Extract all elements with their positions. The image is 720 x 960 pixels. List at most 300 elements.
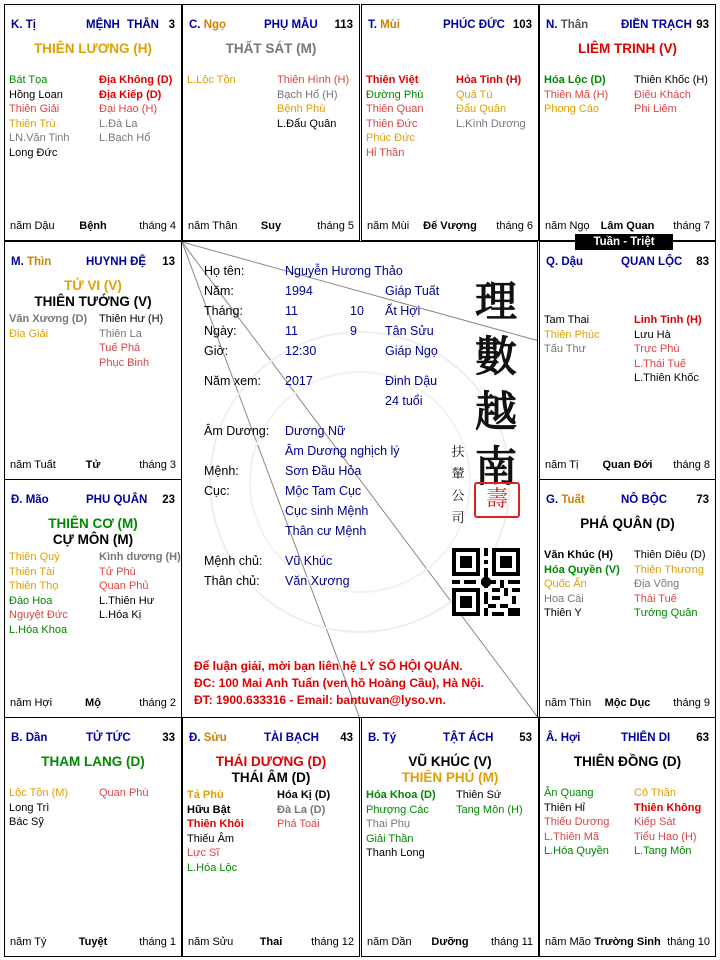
palace-stem: Q. xyxy=(546,256,562,268)
minor-star: Ân Quang xyxy=(544,787,594,799)
palace-nobboc xyxy=(539,479,716,718)
main-star: LIÊM TRINH (V) xyxy=(578,41,677,56)
minor-star: Thai Phụ xyxy=(366,818,411,830)
palace-stem: G. xyxy=(546,494,562,506)
palace-year: năm Dần xyxy=(367,936,412,948)
minor-star: Quốc Ấn xyxy=(544,578,587,590)
minor-star: Lực Sĩ xyxy=(187,847,220,859)
palace-number: 23 xyxy=(162,494,175,506)
viewyear-canchi: Đinh Dậu xyxy=(385,374,438,388)
minor-star: Phúc Đức xyxy=(366,132,415,144)
palace-stage: Bệnh xyxy=(79,220,107,232)
menh-label: Mệnh: xyxy=(204,464,239,478)
palace-name: MỆNH xyxy=(86,19,120,31)
palace-name: TÀI BẠCH xyxy=(264,732,319,744)
year-label: Năm: xyxy=(204,284,234,298)
menhchu-value: Vũ Khúc xyxy=(285,554,333,568)
main-star: PHÁ QUÂN (D) xyxy=(580,516,675,531)
palace-stage: Lâm Quan xyxy=(600,220,655,232)
amduong-value2: Âm Dương nghịch lý xyxy=(285,444,400,458)
company-char-1: 扶 xyxy=(451,445,465,460)
palace-footer xyxy=(188,220,354,233)
palace-month: tháng 10 xyxy=(667,936,710,948)
palace-year: năm Ngọ xyxy=(545,220,590,232)
minor-star: Địa Giải xyxy=(9,327,49,340)
palace-footer xyxy=(367,936,533,949)
palace-header xyxy=(11,19,175,33)
star-column-left xyxy=(544,313,632,357)
minor-star: L.Bạch Hổ xyxy=(99,132,151,144)
minor-star: L.Hóa Quyền xyxy=(544,845,609,857)
minor-star: Thiên Trù xyxy=(9,117,56,130)
palace-branch-name: Mão xyxy=(25,494,49,506)
qr-code[interactable] xyxy=(452,548,520,616)
palace-month: tháng 8 xyxy=(673,459,710,471)
minor-star: Tam Thai xyxy=(544,314,590,326)
minor-star: Thiên Khốc (H) xyxy=(634,74,708,86)
palace-stem: N. xyxy=(546,19,561,31)
palace-branch xyxy=(11,494,49,506)
palace-branch xyxy=(189,19,226,31)
company-char-3: 公 xyxy=(451,489,465,504)
palace-stage: Mộc Dục xyxy=(604,697,651,709)
minor-star: Long Trì xyxy=(9,801,50,814)
palace-year: năm Mùi xyxy=(367,220,410,232)
palace-number: 103 xyxy=(512,19,532,31)
palace-number: 113 xyxy=(334,19,353,31)
minor-star: L.Thiên Mã xyxy=(544,830,600,843)
palace-stage: Tử xyxy=(85,459,101,471)
palace-stage: Trường Sinh xyxy=(594,936,661,948)
minor-star: Tả Phù xyxy=(187,789,224,801)
minor-star: L.Thái Tuế xyxy=(634,357,686,370)
main-star: THIÊN ĐỒNG (D) xyxy=(573,754,682,769)
minor-star: Văn Khúc (H) xyxy=(544,549,614,561)
palace-stage: Quan Đới xyxy=(602,459,653,471)
palace-footer xyxy=(10,936,176,949)
palace-stem: C. xyxy=(189,19,204,31)
minor-star: Văn Xương (D) xyxy=(9,313,88,325)
palace-stage: Thai xyxy=(259,936,283,948)
main-star: THÁI ÂM (D) xyxy=(231,770,311,785)
palace-number: 73 xyxy=(696,494,709,506)
minor-star: Thiên Thọ xyxy=(9,580,59,592)
palace-branch-name: Mùi xyxy=(380,19,400,31)
minor-star: Tử Phù xyxy=(99,565,136,578)
palace-year: năm Tuất xyxy=(10,459,56,471)
star-column-right xyxy=(634,73,708,117)
minor-star: Quả Tú xyxy=(456,88,493,101)
company-char-2: 輦 xyxy=(451,467,465,482)
minor-star: L.Lộc Tồn xyxy=(187,74,236,86)
palace-phumau xyxy=(182,4,360,241)
minor-star: Hóa Khoa (D) xyxy=(366,789,436,801)
minor-star: Đẩu Quân xyxy=(456,103,507,115)
minor-star: Địa Không (D) xyxy=(99,74,173,86)
calligraphy-char-2: 數 xyxy=(474,332,517,381)
palace-name: THIÊN DI xyxy=(621,732,671,744)
palace-taibach xyxy=(182,717,360,957)
palace-name: QUAN LỘC xyxy=(621,256,683,268)
star-column-left xyxy=(544,786,632,859)
main-star: THIÊN PHỦ (M) xyxy=(401,770,499,785)
minor-star: Nguyệt Đức xyxy=(9,609,68,621)
minor-star: Tướng Quân xyxy=(634,607,698,619)
palace-stem: T. xyxy=(368,19,381,31)
palace-number: 93 xyxy=(696,19,709,31)
main-star: VŨ KHÚC (V) xyxy=(408,754,492,769)
palace-footer xyxy=(10,459,176,472)
palace-header xyxy=(11,732,175,746)
palace-branch xyxy=(368,732,396,744)
minor-star: Thiên Y xyxy=(544,607,582,619)
calligraphy-char-1: 理 xyxy=(474,277,517,326)
minor-star: L.Tang Môn xyxy=(634,845,692,857)
palace-year: năm Sửu xyxy=(188,936,234,948)
minor-star: Thiên Tài xyxy=(9,565,55,578)
palace-branch xyxy=(368,19,400,31)
star-column-right xyxy=(277,788,330,832)
viewyear-value: 2017 xyxy=(285,374,313,388)
cuc-label: Cục: xyxy=(204,484,230,498)
palace-stem: B. xyxy=(11,732,26,744)
star-column-right xyxy=(99,550,181,623)
palace-huynhde xyxy=(4,241,182,480)
minor-star: L.Kình Dương xyxy=(456,117,526,130)
minor-star: LN.Văn Tinh xyxy=(9,132,70,144)
main-star: THIÊN CƠ (M) xyxy=(48,516,138,531)
cuc-value: Mộc Tam Cục xyxy=(285,484,362,498)
minor-star: Kiếp Sát xyxy=(634,816,676,828)
name-label: Họ tên: xyxy=(204,264,245,278)
palace-month: tháng 4 xyxy=(139,220,176,232)
minor-star: Thiên Phúc xyxy=(544,328,600,341)
minor-star: Bát Tọa xyxy=(9,74,48,86)
palace-footer xyxy=(545,936,710,949)
palace-year: năm Tị xyxy=(545,459,579,471)
calligraphy-char-3: 越 xyxy=(474,387,517,436)
palace-month: tháng 12 xyxy=(311,936,354,948)
contact-line-1: Để luận giải, mời bạn liên hệ LÝ SỐ HỘI QUÁN. xyxy=(194,659,463,673)
minor-star: Hồng Loan xyxy=(9,88,63,101)
palace-stage: Dưỡng xyxy=(431,936,469,948)
viewyear-label: Năm xem: xyxy=(204,374,261,388)
minor-star: Thiên La xyxy=(99,327,142,340)
year-canchi: Giáp Tuất xyxy=(385,284,440,298)
palace-footer xyxy=(545,459,710,472)
day-value: 11 xyxy=(285,324,298,338)
palace-header xyxy=(11,494,175,508)
palace-name: ĐIỀN TRẠCH xyxy=(621,19,692,31)
palace-branch xyxy=(546,732,580,744)
palace-branch-name: Tị xyxy=(25,19,36,31)
minor-star: Thiên Hình (H) xyxy=(277,74,350,86)
minor-star: L.Đẩu Quân xyxy=(277,117,337,130)
minor-star: Địa Kiếp (D) xyxy=(99,88,162,101)
year-value: 1994 xyxy=(285,284,313,298)
palace-year: năm Thân xyxy=(188,220,238,232)
palace-name: NÔ BỘC xyxy=(621,494,667,506)
minor-star: Thái Tuế xyxy=(634,592,677,605)
palace-branch-name: Hợi xyxy=(560,732,581,744)
month-value: 11 xyxy=(285,304,298,318)
palace-year: năm Tý xyxy=(10,936,47,948)
palace-name: HUYNH ĐỆ xyxy=(86,256,147,268)
main-star: TỬ VI (V) xyxy=(64,278,122,293)
cuc-value3: Thân cư Mệnh xyxy=(285,524,367,538)
day-canchi: Tân Sửu xyxy=(385,324,434,338)
star-column-right xyxy=(456,73,526,131)
minor-star: Thiên Giải xyxy=(9,103,60,115)
star-column-right xyxy=(99,73,172,146)
star-column-right xyxy=(634,313,702,386)
palace-month: tháng 9 xyxy=(673,697,710,709)
palace-menh xyxy=(4,4,182,241)
palace-footer xyxy=(545,697,710,710)
tuan-triet-marker: Tuần - Triệt xyxy=(575,234,673,250)
minor-star: Hóa Kị (D) xyxy=(277,789,331,801)
palace-footer xyxy=(545,220,710,233)
minor-star: Thiên Diêu (D) xyxy=(634,549,706,561)
palace-branch xyxy=(546,19,588,31)
palace-branch-name: Tý xyxy=(382,732,397,744)
main-star: THẤT SÁT (M) xyxy=(225,41,317,56)
minor-star: Thiếu Âm xyxy=(187,832,235,845)
minor-star: Bác Sỹ xyxy=(9,816,44,828)
palace-year: năm Hợi xyxy=(10,697,53,709)
palace-branch xyxy=(11,19,36,31)
palace-number: 83 xyxy=(696,256,709,268)
minor-star: Thiên Thương xyxy=(634,563,705,576)
palace-branch-name: Thân xyxy=(560,19,589,31)
minor-star: L.Thiên Khốc xyxy=(634,372,699,384)
palace-year: năm Mão xyxy=(545,936,591,948)
star-column-right xyxy=(99,786,149,801)
palace-name: TẬT ÁCH xyxy=(443,732,494,744)
calligraphy-char-4: 南 xyxy=(474,442,517,491)
calligraphy xyxy=(468,274,524,494)
minor-star: Hóa Quyền (V) xyxy=(544,563,620,576)
palace-branch xyxy=(11,256,51,268)
star-column-right xyxy=(99,312,163,370)
palace-month: tháng 2 xyxy=(139,697,176,709)
palace-header xyxy=(189,732,353,746)
contact-line-3: ĐT: 1900.633316 - Email: bantuvan@lyso.vn. xyxy=(194,693,446,707)
palace-tatach xyxy=(361,717,539,957)
palace-footer xyxy=(10,220,176,233)
month-canchi: Ất Hợi xyxy=(385,304,421,318)
palace-header xyxy=(11,256,175,270)
main-star: THÁI DƯƠNG (D) xyxy=(215,754,327,769)
minor-star: Giải Thần xyxy=(366,832,414,845)
palace-branch-name: Ngọ xyxy=(203,19,227,31)
palace-month: tháng 3 xyxy=(139,459,176,471)
star-column-left xyxy=(366,788,454,861)
minor-star: Phượng Các xyxy=(366,803,429,816)
palace-phuthe xyxy=(4,479,182,718)
minor-star: L.Thiên Hư xyxy=(99,594,155,607)
star-column-left xyxy=(187,73,275,88)
palace-footer xyxy=(188,936,354,949)
minor-star: Thiên Không xyxy=(634,801,702,814)
company-chars xyxy=(449,442,467,530)
star-column-right xyxy=(634,548,706,621)
palace-number: 43 xyxy=(340,732,353,744)
minor-star: Trực Phù xyxy=(634,343,680,355)
minor-star: Linh Tinh (H) xyxy=(634,314,702,326)
minor-star: Phong Cáo xyxy=(544,103,600,115)
minor-star: Thanh Long xyxy=(366,847,425,859)
minor-star: Đào Hoa xyxy=(9,594,53,607)
palace-branch-name: Tuất xyxy=(561,494,585,506)
day-label: Ngày: xyxy=(204,324,237,338)
palace-branch xyxy=(546,494,585,506)
amduong-label: Âm Dương: xyxy=(204,424,270,438)
star-column-left xyxy=(9,312,97,341)
minor-star: Phá Toái xyxy=(277,818,320,830)
star-column-left xyxy=(544,73,632,117)
minor-star: Địa Võng xyxy=(634,578,680,590)
minor-star: Thiếu Dương xyxy=(544,816,610,828)
minor-star: Tiểu Hao (H) xyxy=(634,830,697,843)
minor-star: Tấu Thư xyxy=(544,343,587,355)
palace-branch xyxy=(189,732,227,744)
minor-star: Hữu Bật xyxy=(187,803,231,816)
palace-footer xyxy=(367,220,533,233)
palace-branch xyxy=(11,732,47,744)
palace-stem: Đ. xyxy=(11,494,26,506)
minor-star: Long Đức xyxy=(9,146,58,159)
palace-header xyxy=(189,19,353,33)
contact-line-2: ĐC: 100 Mai Anh Tuấn (ven hồ Hoàng Cầu), Hà Nội. xyxy=(194,676,485,690)
palace-tutuc xyxy=(4,717,182,957)
palace-footer xyxy=(10,697,176,710)
star-column-left xyxy=(9,786,97,830)
minor-star: Thiên Đức xyxy=(366,117,418,130)
palace-stage: Suy xyxy=(260,220,282,232)
star-column-right xyxy=(634,786,701,859)
minor-star: L.Hóa Kị xyxy=(99,609,142,621)
amduong-value: Dương Nữ xyxy=(285,424,346,438)
minor-star: Lưu Hà xyxy=(634,328,671,341)
minor-star: L.Đà La xyxy=(99,117,138,130)
age-value: 24 tuổi xyxy=(385,394,423,408)
palace-branch-name: Thìn xyxy=(26,256,52,268)
palace-stage: Đế Vượng xyxy=(423,220,477,232)
minor-star: Điếu Khách xyxy=(634,88,691,101)
palace-branch-name: Dậu xyxy=(561,256,584,268)
minor-star: Bạch Hổ (H) xyxy=(277,88,338,101)
palace-header xyxy=(546,494,709,508)
palace-stem: Â. xyxy=(546,732,561,744)
palace-stem: K. xyxy=(11,19,26,31)
palace-stem: B. xyxy=(368,732,383,744)
palace-number: 53 xyxy=(519,732,532,744)
minor-star: Hỉ Thần xyxy=(366,146,405,159)
palace-stage: Tuyệt xyxy=(78,936,108,948)
palace-month: tháng 7 xyxy=(673,220,710,232)
minor-star: L.Hóa Lộc xyxy=(187,861,238,874)
main-star: THAM LANG (D) xyxy=(41,754,145,769)
minor-star: Kình dương (H) xyxy=(99,551,181,563)
minor-star: Thiên Quý xyxy=(9,551,60,563)
palace-dientrach xyxy=(539,4,716,241)
than-marker: THÂN xyxy=(127,19,159,31)
minor-star: Thiên Sứ xyxy=(456,789,502,801)
star-column-left xyxy=(366,73,454,160)
palace-branch xyxy=(546,256,583,268)
thanchu-label: Thân chủ: xyxy=(204,574,260,588)
menh-value: Sơn Đầu Hỏa xyxy=(285,464,362,478)
hour-label: Giờ: xyxy=(204,344,229,358)
menhchu-label: Mệnh chủ: xyxy=(204,554,263,568)
minor-star: Tang Môn (H) xyxy=(456,803,523,816)
minor-star: Đà La (D) xyxy=(277,803,326,816)
palace-month: tháng 5 xyxy=(317,220,354,232)
palace-month: tháng 11 xyxy=(490,936,533,948)
minor-star: Bệnh Phù xyxy=(277,103,326,115)
palace-branch-name: Sửu xyxy=(203,732,227,744)
thanchu-value: Văn Xương xyxy=(285,574,350,588)
palace-month: tháng 6 xyxy=(496,220,533,232)
palace-stem: M. xyxy=(11,256,27,268)
minor-star: Thiên Mã (H) xyxy=(544,88,609,101)
palace-stem: Đ. xyxy=(189,732,204,744)
company-char-4: 司 xyxy=(451,511,465,526)
palace-quanloc xyxy=(539,241,716,480)
palace-name: PHỤ MẪU xyxy=(264,19,318,31)
minor-star: Hoa Cái xyxy=(544,592,584,605)
palace-header xyxy=(546,256,709,270)
palace-header xyxy=(546,19,709,33)
palace-month: tháng 1 xyxy=(139,936,176,948)
palace-number: 63 xyxy=(696,732,709,744)
minor-star: Đường Phù xyxy=(366,88,424,101)
star-column-right xyxy=(456,788,523,817)
palace-thiendi xyxy=(539,717,716,957)
minor-star: Cô Thần xyxy=(634,787,676,799)
palace-header xyxy=(368,19,532,33)
palace-header xyxy=(546,732,709,746)
hour-canchi: Giáp Ngọ xyxy=(385,344,438,358)
minor-star: Hóa Lộc (D) xyxy=(544,74,606,86)
main-star: THIÊN LƯƠNG (H) xyxy=(34,41,152,56)
palace-name: PHÚC ĐỨC xyxy=(443,19,505,31)
palace-number: 33 xyxy=(162,732,175,744)
minor-star: L.Hóa Khoa xyxy=(9,623,68,636)
palace-number: 3 xyxy=(168,19,175,31)
minor-star: Hỏa Tinh (H) xyxy=(456,74,522,86)
month-label: Tháng: xyxy=(204,304,243,318)
main-star: CỰ MÔN (M) xyxy=(52,532,134,547)
minor-star: Quan Phủ xyxy=(99,580,149,592)
star-column-left xyxy=(9,73,97,160)
palace-year: năm Dậu xyxy=(10,220,55,232)
main-star: THIÊN TƯỚNG (V) xyxy=(34,294,152,309)
palace-number: 13 xyxy=(162,256,175,268)
palace-branch-name: Dần xyxy=(25,732,48,744)
day-lunar: 9 xyxy=(350,324,357,338)
center-info-panel xyxy=(181,241,538,718)
minor-star: Thiên Hỉ xyxy=(544,801,585,814)
minor-star: Thiên Việt xyxy=(366,74,419,86)
hour-value: 12:30 xyxy=(285,344,317,358)
minor-star: Quan Phù xyxy=(99,787,149,799)
name-value: Nguyễn Hương Thảo xyxy=(285,264,403,278)
minor-star: Thiên Hư (H) xyxy=(99,313,164,325)
star-column-left xyxy=(544,548,632,621)
minor-star: Thiên Quan xyxy=(366,103,424,115)
